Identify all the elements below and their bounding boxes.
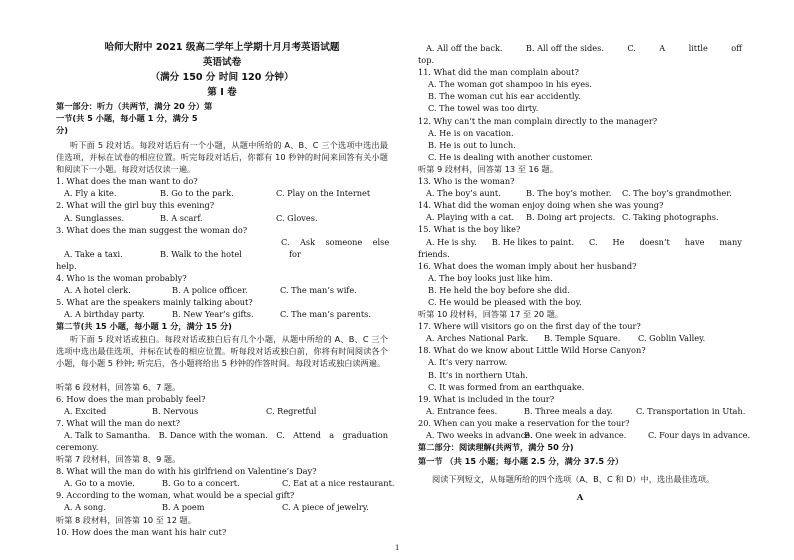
options-row xyxy=(56,212,388,224)
reading-section-heading: 第一节 （共 15 小题；每小题 2.5 分，满分 37.5 分） xyxy=(418,456,624,467)
option-c: C. Regretful xyxy=(266,405,317,416)
options-row xyxy=(56,248,388,260)
option-c-word: He xyxy=(612,236,625,247)
option-c: C. The man’s wife. xyxy=(280,285,357,296)
option-a: A. Two weeks in advance. xyxy=(426,430,533,440)
question-stem: 7. What will the man do next? xyxy=(56,417,181,428)
options-row xyxy=(56,284,388,296)
question-stem: 2. What will the girl buy this evening? xyxy=(56,200,215,211)
option-b: B. One week in advance. xyxy=(524,430,627,440)
option-c-word: off xyxy=(731,43,742,53)
option-c: C. Four days in advance. xyxy=(648,430,751,440)
material-label: 听第 9 段材料，回答第 13 至 16 题。 xyxy=(418,163,558,174)
question-stem: 10. How does the man want his hair cut? xyxy=(56,526,227,537)
option-c-end: ceremony. xyxy=(56,441,99,452)
question-stem: 11. What did the man complain about? xyxy=(418,67,579,78)
option-a: A. He is on vacation. xyxy=(428,127,514,138)
option-b: B. The woman cut his ear accidently. xyxy=(428,91,581,102)
option-a: A. Sunglasses. xyxy=(64,212,125,223)
options-row xyxy=(418,211,742,223)
options-row xyxy=(418,236,742,248)
option-b: B. Go to the park. xyxy=(160,188,234,199)
options-row xyxy=(418,187,742,199)
options-row xyxy=(56,308,388,320)
listening-heading-3: 分) xyxy=(56,125,68,136)
question-stem: 18. What do we know about Little Wild Horse Canyon? xyxy=(418,345,646,356)
option-b: B. He likes to paint. xyxy=(491,236,575,247)
option-b: B. New Year’s gifts. xyxy=(172,309,254,320)
material-label: 听第 8 段材料，回答第 10 至 12 题。 xyxy=(56,514,196,525)
options-row xyxy=(418,42,742,54)
option-c: C. Eat at a nice restaurant. xyxy=(282,478,395,489)
options-row xyxy=(56,405,388,417)
question-stem: 9. According to the woman, what would be a special gift? xyxy=(56,490,295,501)
option-c-end: top. xyxy=(418,55,435,66)
options-row xyxy=(418,332,742,344)
passage-label: A xyxy=(576,492,584,503)
option-c: C. The man’s parents. xyxy=(280,309,371,320)
option-b: B. Dance with the woman. xyxy=(158,429,268,440)
option-b: B. A poem xyxy=(162,502,205,513)
option-a: A. Playing with a cat. xyxy=(426,212,515,223)
question-stem: 13. Who is the woman? xyxy=(418,176,515,187)
option-b: B. Nervous xyxy=(152,405,199,416)
option-a: A. All off the back. xyxy=(426,43,503,53)
option-c-word: little xyxy=(688,43,708,53)
option-c: C. Gloves. xyxy=(276,212,318,223)
question-stem: 4. Who is the woman probably? xyxy=(56,273,187,284)
option-c: C. He would be pleased with the boy. xyxy=(428,296,582,307)
option-b: B. Walk to the hotel xyxy=(160,248,242,259)
exam-title: 哈师大附中 2021 级高二学年上学期十月月考英语试题 xyxy=(104,42,340,53)
option-c: C. Goblin Valley. xyxy=(638,333,706,344)
question-stem: 6. How does the man probably feel? xyxy=(56,393,206,404)
option-c-line: C. Ask someone else xyxy=(281,236,390,247)
reading-instructions: 阅读下列短文，从每题所给的四个选项（A、B、C 和 D）中，选出最佳选项。 xyxy=(432,474,715,485)
options-row xyxy=(418,429,751,441)
option-c-word: graduation xyxy=(342,429,388,440)
option-b: B. Go to a concert. xyxy=(162,478,240,489)
question-stem: 8. What will the man do with his girlfriend on Valentine’s Day? xyxy=(56,466,317,477)
left-column xyxy=(56,40,395,538)
material-label: 听第 6 段材料，回答第 6、7 题。 xyxy=(56,381,181,392)
option-a: A. The boy’s aunt. xyxy=(426,188,501,199)
question-stem: 5. What are the speakers mainly talking about? xyxy=(56,297,253,308)
option-a: A. Excited xyxy=(64,405,107,416)
option-c-word: many xyxy=(719,236,742,247)
option-c-word: have xyxy=(684,236,705,247)
option-a: A. He is shy. xyxy=(426,236,477,247)
option-b: B. A scarf. xyxy=(160,212,203,223)
option-c-end: help. xyxy=(56,260,77,271)
option-b: B. Three meals a day. xyxy=(524,405,613,416)
options-row xyxy=(56,429,388,441)
question-stem: 1. What does the man want to do? xyxy=(56,176,198,187)
option-a: A. A hotel clerk. xyxy=(64,285,131,296)
material-label: 听第 10 段材料，回答第 17 至 20 题。 xyxy=(418,309,564,320)
option-a: A. Go to a movie. xyxy=(64,478,135,489)
exam-subtitle: 英语试卷 xyxy=(202,57,242,68)
option-b: B. A police officer. xyxy=(172,285,248,296)
question-stem: 14. What did the woman enjoy doing when she was young? xyxy=(418,200,664,211)
option-c-word: doesn’t xyxy=(639,236,670,247)
option-c: C. The towel was too dirty. xyxy=(428,103,539,114)
option-c-word: A xyxy=(659,43,666,53)
option-a: A. It’s very narrow. xyxy=(428,357,508,368)
question-stem: 16. What does the woman imply about her husband? xyxy=(418,260,637,271)
option-c-word: a xyxy=(329,429,335,440)
volume-label: 第 I 卷 xyxy=(207,87,237,98)
option-b: B. Doing art projects. xyxy=(526,212,616,223)
question-stem: 20. When can you make a reservation for the tour? xyxy=(418,417,630,428)
listening-heading-1: 第一部分：听力（共两节，满分 20 分）第 xyxy=(56,101,213,111)
option-c: C. It was formed from an earthquake. xyxy=(428,381,585,392)
option-c: C. The boy’s grandmother. xyxy=(622,188,732,199)
option-c: C. He is dealing with another customer. xyxy=(428,151,593,162)
option-a: A. Take a taxi. xyxy=(64,248,123,259)
listening-section2-heading: 第二节(共 15 小题，每小题 1 分，满分 15 分) xyxy=(56,321,232,332)
question-stem: 17. Where will visitors go on the first day of the tour? xyxy=(418,321,641,332)
question-stem: 3. What does the man suggest the woman do? xyxy=(56,224,248,235)
reading-part-heading: 第二部分：阅读理解(共两节，满分 50 分) xyxy=(418,442,574,453)
option-a: A. The boy looks just like him. xyxy=(428,272,553,283)
option-a: A. Fly a kite. xyxy=(64,188,117,199)
listening-heading-2: 一节(共 5 小题，每小题 1 分，满分 5 xyxy=(56,113,198,124)
listening-instructions: 听下面 5 段对话。每段对话后有一个小题，从题中所给的 A、B、C 三个选项中选出最佳选项，并标在试卷的相应位置。听完每段对话后，你都有 10 秒钟的时间来回答有关小题和阅读下一小题。每段对话仅读一遍。 xyxy=(56,140,388,175)
option-c-word: Attend xyxy=(293,429,321,440)
option-c: C. Play on the Internet xyxy=(276,188,371,199)
option-b: B. The boy’s mother. xyxy=(526,188,612,199)
material-label: 听第 7 段材料，回答第 8、9 题。 xyxy=(56,454,181,465)
option-a: A. Talk to Samantha. xyxy=(64,429,151,440)
option-c: C. A piece of jewelry. xyxy=(282,502,369,513)
option-a: A. The woman got shampoo in his eyes. xyxy=(428,79,592,90)
listening-section2-instructions: 听下面 5 段对话或独白。每段对话或独白后有几个小题，从题中所给的 A、B、C 三个选项中选出最佳选项，并标在试卷的相应位置。听每段对话或独白前，你将有时间阅读各个小题，每小题 5 秒钟; 听完后，各小题将给出 5 秒钟的作答时间。每段对话或独白读两遍。 xyxy=(56,333,388,368)
option-b: B. It’s in northern Utah. xyxy=(428,369,528,380)
option-c: C. xyxy=(276,429,285,440)
options-row xyxy=(56,187,388,199)
option-c: C. xyxy=(627,43,636,53)
option-b: B. He is out to lunch. xyxy=(428,139,516,150)
question-stem: 19. What is included in the tour? xyxy=(418,393,555,404)
option-b: B. Temple Square. xyxy=(544,333,621,344)
option-c: C. Taking photographs. xyxy=(622,212,719,223)
question-stem: 15. What is the boy like? xyxy=(418,224,521,235)
option-a: A. A birthday party. xyxy=(64,309,145,320)
option-b: B. All off the sides. xyxy=(525,43,604,53)
option-a: A. Arches National Park. xyxy=(426,333,529,344)
options-row xyxy=(56,501,388,513)
option-a: A. A song. xyxy=(64,502,106,513)
option-c-cont: for xyxy=(289,248,301,259)
option-a: A. Entrance fees. xyxy=(426,405,498,416)
page-number: 1 xyxy=(395,544,400,552)
question-stem: 12. Why can’t the man complain directly to the manager? xyxy=(418,115,658,126)
option-c-end: friends. xyxy=(418,248,450,259)
options-row xyxy=(418,405,746,417)
score-time: （满分 150 分 时间 120 分钟） xyxy=(150,72,294,83)
options-row xyxy=(56,477,395,489)
right-column xyxy=(418,42,751,503)
option-c: C. Transportation in Utah. xyxy=(636,405,746,416)
option-c: C. xyxy=(589,236,598,247)
option-b: B. He held the boy before she did. xyxy=(428,284,570,295)
